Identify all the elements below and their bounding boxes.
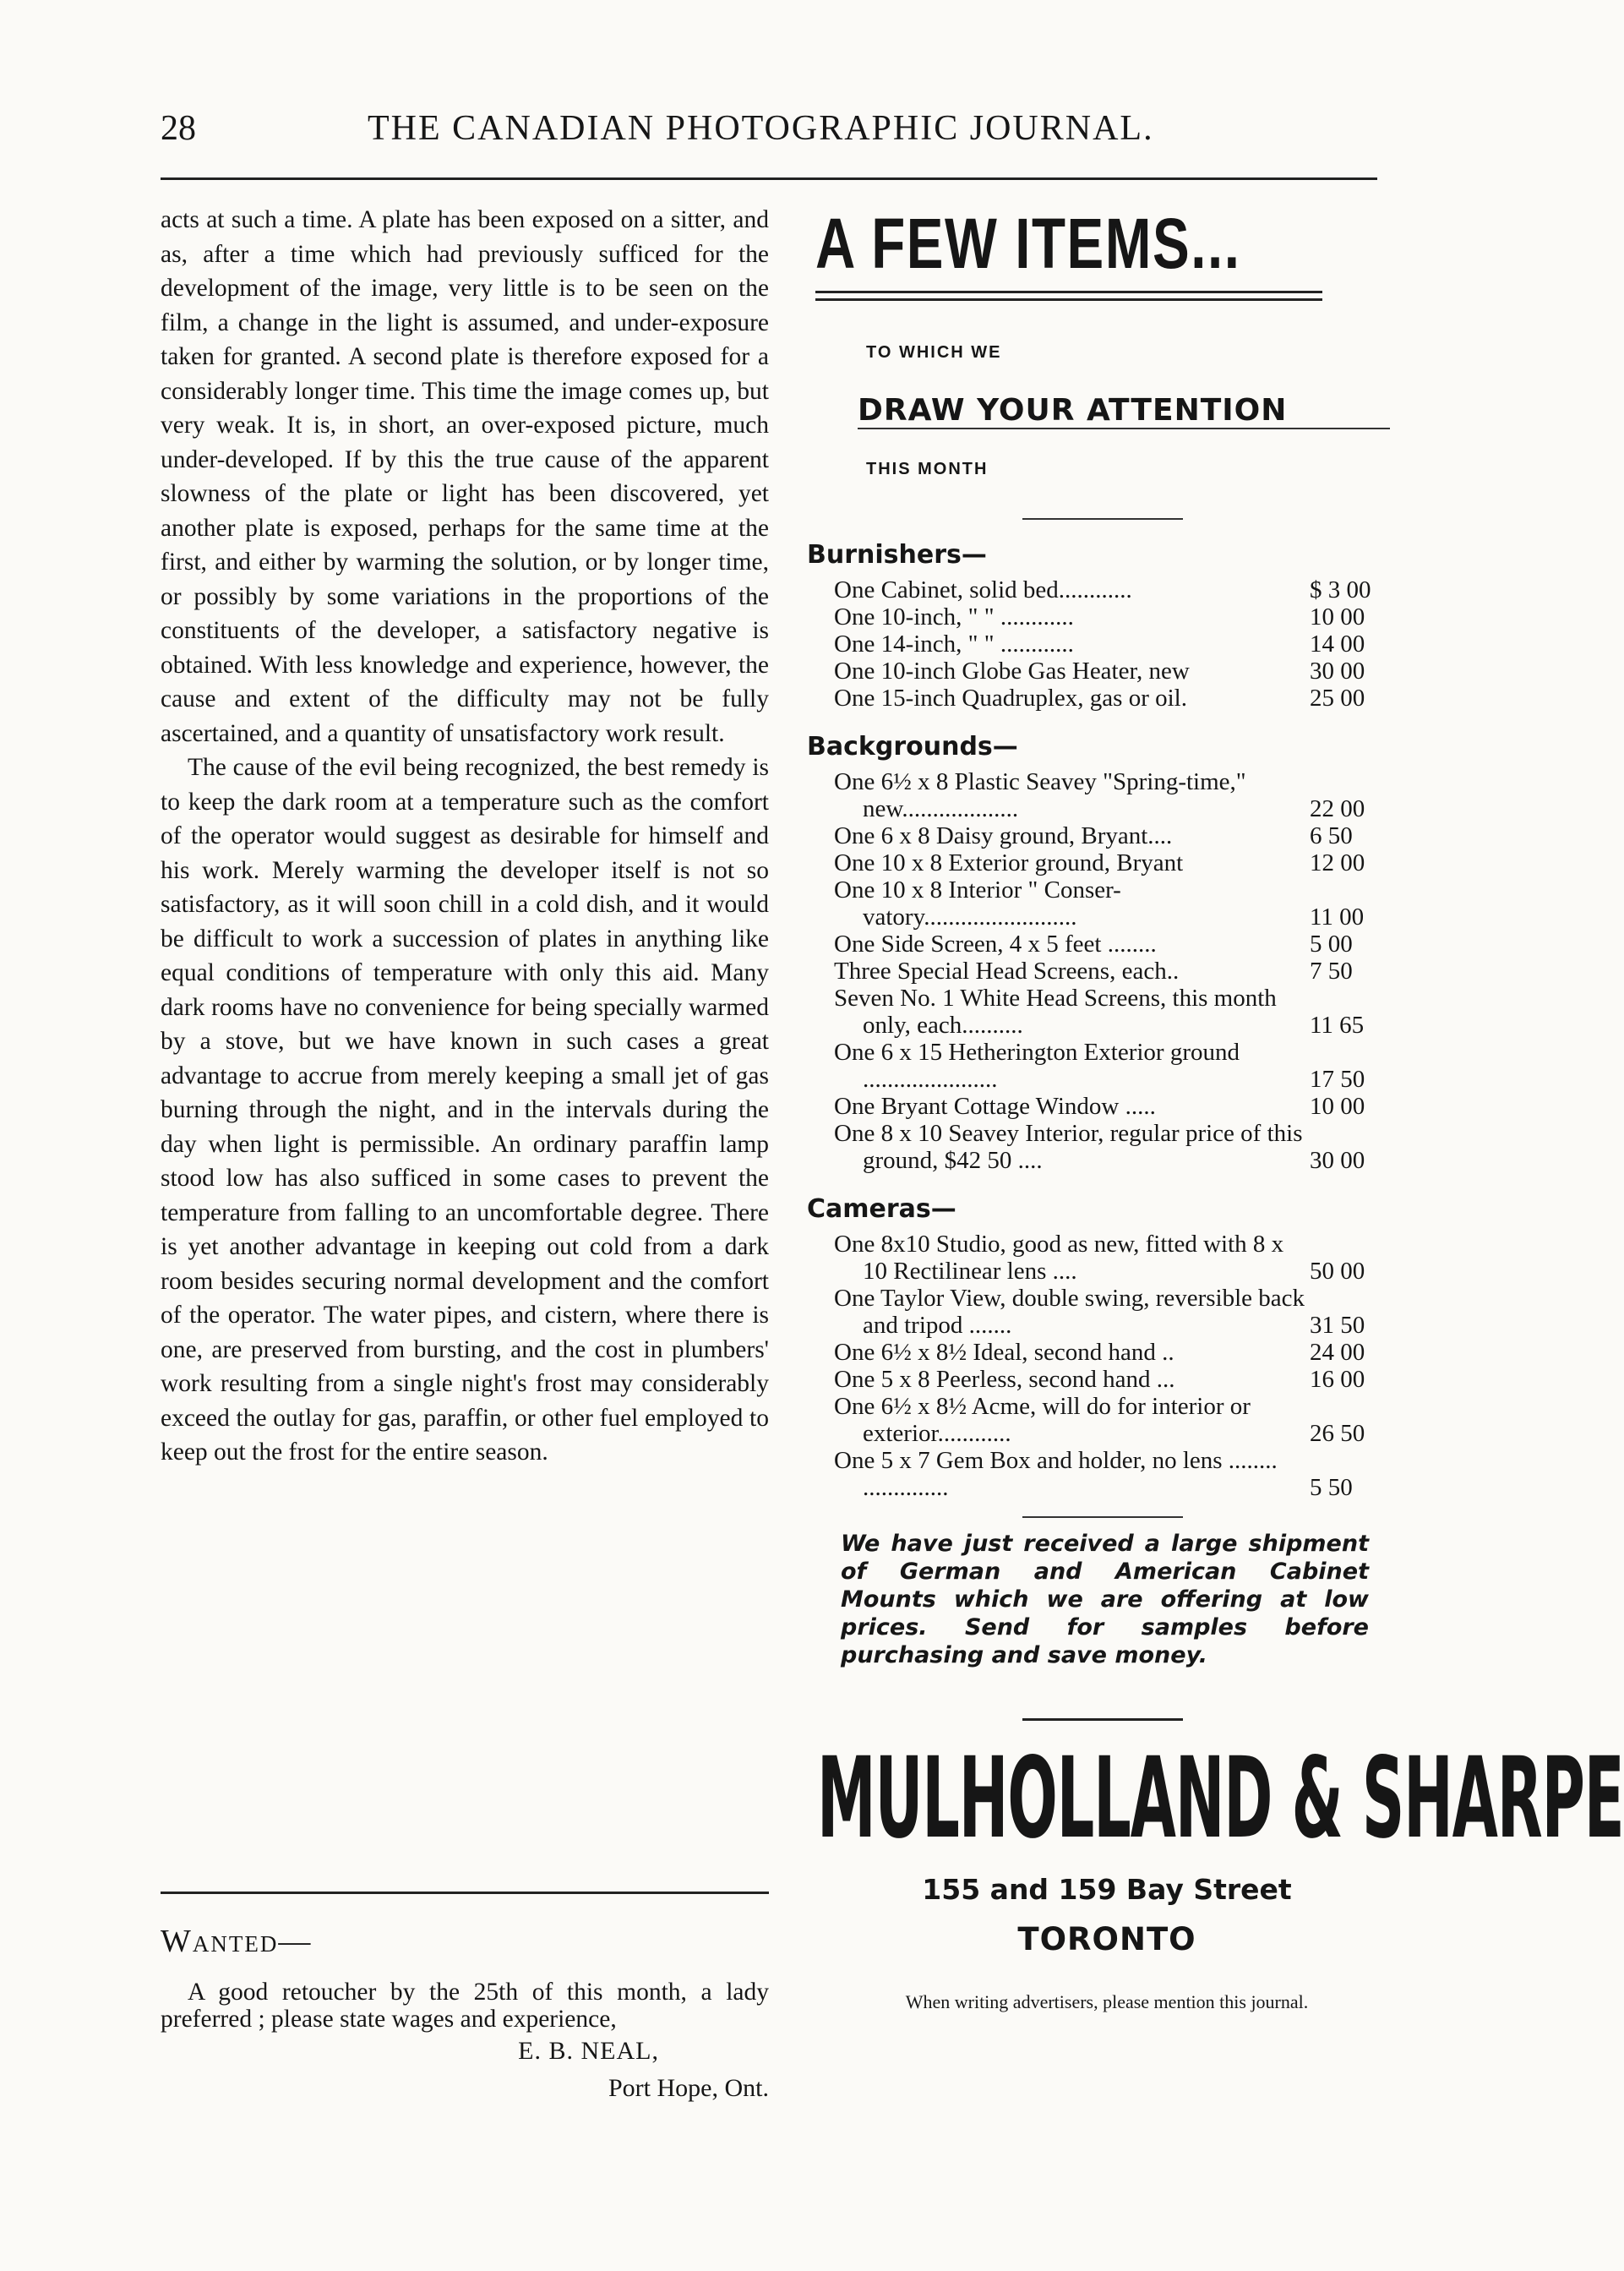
page-number: 28 [161,109,196,148]
ad-divider [1022,1718,1183,1721]
wanted-notice [161,1923,769,2107]
item-price: 17 50 [1310,1066,1365,1093]
item-desc: One Cabinet, solid bed............ [834,576,1132,603]
item-desc: One 5 x 7 Gem Box and holder, no lens ........ .............. [834,1447,1278,1501]
item-desc: One Side Screen, 4 x 5 feet ........ [834,931,1157,958]
item-price: 11 00 [1310,903,1365,931]
list-item [807,1120,1407,1174]
item-price: 11 65 [1310,1012,1365,1039]
category-backgrounds [807,732,1407,1174]
list-item [807,685,1407,712]
category-title: Backgrounds— [807,732,1018,762]
item-price: 24 00 [1310,1339,1365,1366]
list-item [807,658,1407,685]
item-price: 12 00 [1310,849,1365,876]
brand-name: MULHOLLAND & SHARPE [817,1733,1624,1864]
list-item [807,1093,1407,1120]
item-price: 5 00 [1310,931,1353,958]
category-title: Burnishers— [807,540,987,570]
item-desc: One 10 x 8 Interior " Conser-vatory......................... [834,876,1121,931]
item-price: 26 50 [1310,1420,1365,1447]
item-desc: One 10 x 8 Exterior ground, Bryant [834,849,1184,876]
headline-double-rule [815,291,1322,301]
item-price: 50 00 [1310,1258,1365,1285]
wanted-signature [161,2033,769,2107]
item-desc: One 6½ x 8 Plastic Seavey "Spring-time," new................... [834,768,1246,822]
item-desc: One 10-inch, " " ............ [834,603,1074,631]
list-item [807,1039,1407,1093]
ad-draw-attention: DRAW YOUR ATTENTION [858,393,1390,429]
list-item [807,1447,1407,1501]
item-desc: One 8 x 10 Seavey Interior, regular price of this ground, $42 50 .... [834,1120,1303,1174]
item-price: 30 00 [1310,1147,1365,1174]
list-item [807,1393,1407,1447]
list-item [807,576,1407,603]
item-desc: One 6 x 8 Daisy ground, Bryant.... [834,822,1173,849]
list-item [807,1339,1407,1366]
item-desc: One 6 x 15 Hetherington Exterior ground ...................... [834,1039,1240,1093]
header-rule [161,177,1377,180]
item-price: 7 50 [1310,958,1353,985]
list-item [807,958,1407,985]
item-desc: One 6½ x 8½ Acme, will do for interior or exterior............ [834,1393,1251,1447]
item-price: 22 00 [1310,795,1365,822]
item-desc: One 6½ x 8½ Ideal, second hand .. [834,1339,1174,1366]
list-item [807,1231,1407,1285]
category-title: Cameras— [807,1194,956,1224]
category-cameras [807,1194,1407,1501]
item-price: 31 50 [1310,1312,1365,1339]
item-price: 30 00 [1310,658,1365,685]
list-item [807,876,1407,931]
item-desc: One Taylor View, double swing, reversible back and tripod ....... [834,1285,1305,1339]
list-item [807,768,1407,822]
advertisement [807,203,1624,2013]
item-desc: One 5 x 8 Peerless, second hand ... [834,1366,1175,1393]
item-price: 5 50 [1310,1474,1353,1501]
item-desc: One 15-inch Quadruplex, gas or oil. [834,685,1187,712]
item-desc: Seven No. 1 White Head Screens, this month only, each.......... [834,985,1277,1039]
item-desc: One 14-inch, " " ............ [834,631,1074,658]
brand-address: 155 and 159 Bay Street [922,1873,1292,1906]
item-desc: One Bryant Cottage Window ..... [834,1093,1156,1120]
ad-divider [1022,1516,1183,1518]
list-item [807,822,1407,849]
journal-title: THE CANADIAN PHOTOGRAPHIC JOURNAL. [368,109,1154,148]
ad-divider [1022,518,1183,520]
article-end-rule [161,1892,769,1894]
footer-note: When writing advertisers, please mention this journal. [905,1991,1309,2012]
item-price: 16 00 [1310,1366,1365,1393]
item-price: 6 50 [1310,822,1353,849]
list-item [807,1366,1407,1393]
article-column [161,203,769,1470]
ad-headline: A FEW ITEMS... [815,204,1241,283]
item-price: 10 00 [1310,603,1365,631]
shipment-notice: We have just received a large shipment of German and American Cabinet Mounts which we are offering at low prices. Send for samples before purchasing and save money. [841,1531,1369,1668]
wanted-name: E. B. NEAL, [518,2037,659,2065]
ad-subheading-2: THIS MONTH [866,460,989,478]
item-desc: Three Special Head Screens, each.. [834,958,1180,985]
list-item [807,985,1407,1039]
item-desc: One 10-inch Globe Gas Heater, new [834,658,1190,685]
item-price: 10 00 [1310,1093,1365,1120]
wanted-text: A good retoucher by the 25th of this month, a lady preferred ; please state wages and experience, [161,1979,769,2033]
item-price: 14 00 [1310,631,1365,658]
page-header [161,108,1377,159]
article-paragraph-1: acts at such a time. A plate has been exposed on a sitter, and as, after a time which had previously sufficed for the development of the image, very little is to be seen on the film, a change in the light is assumed, and under-exposure taken for granted. A second plate is therefore exposed for a considerably longer time. This time the image comes up, but very weak. It is, in short, an over-exposed picture, much under-developed. If by this the true cause of the apparent slowness of the plate or light has been discovered, yet another plate is exposed, perhaps for the same time at the first, and either by warming the solution, or by longer time, or possibly by some variations in the proportions of the constituents of the developer, a satisfactory negative is obtained. With less knowledge and experience, however, the cause and extent of the difficulty may not be fully ascertained, and a quantity of unsatisfactory work result. [161,206,769,747]
list-item [807,849,1407,876]
wanted-location: Port Hope, Ont. [608,2074,769,2102]
list-item [807,631,1407,658]
category-burnishers [807,540,1407,712]
item-price: 25 00 [1310,685,1365,712]
article-paragraph-2: The cause of the evil being recognized, the best remedy is to keep the dark room at a temperature such as the comfort of the operator would suggest as desirable for himself and his work. Merely warming the developer itself is not so satisfactory, as it will soon chill in a cold dish, and it would be difficult to work a succession of plates in anything like equal conditions of temperature with only this aid. Many dark rooms have no convenience for being specially warmed by a stove, but we have known in such cases a great advantage to accrue from merely keeping a small jet of gas burning through the night, and in the intervals during the day when light is permissible. An ordinary paraffin lamp stood low has also sufficed in some cases to prevent the temperature from falling to an uncomfortable degree. There is yet another advantage in keeping out cold from a dark room besides securing normal development and the comfort of the operator. The water pipes, and cistern, where there is one, are preserved from bursting, and the cost in plumbers' work resulting from a single night's frost may considerably exceed the outlay for gas, paraffin, or other fuel employed to keep out the frost for the entire season. [161,754,769,1466]
item-price: $ 3 00 [1310,576,1371,603]
ad-subheading-1: TO WHICH WE [866,343,1002,362]
wanted-title: Wanted— [161,1924,313,1959]
list-item [807,603,1407,631]
brand-city: TORONTO [1017,1921,1196,1957]
list-item [807,931,1407,958]
list-item [807,1285,1407,1339]
item-desc: One 8x10 Studio, good as new, fitted with 8 x 10 Rectilinear lens .... [834,1231,1284,1285]
